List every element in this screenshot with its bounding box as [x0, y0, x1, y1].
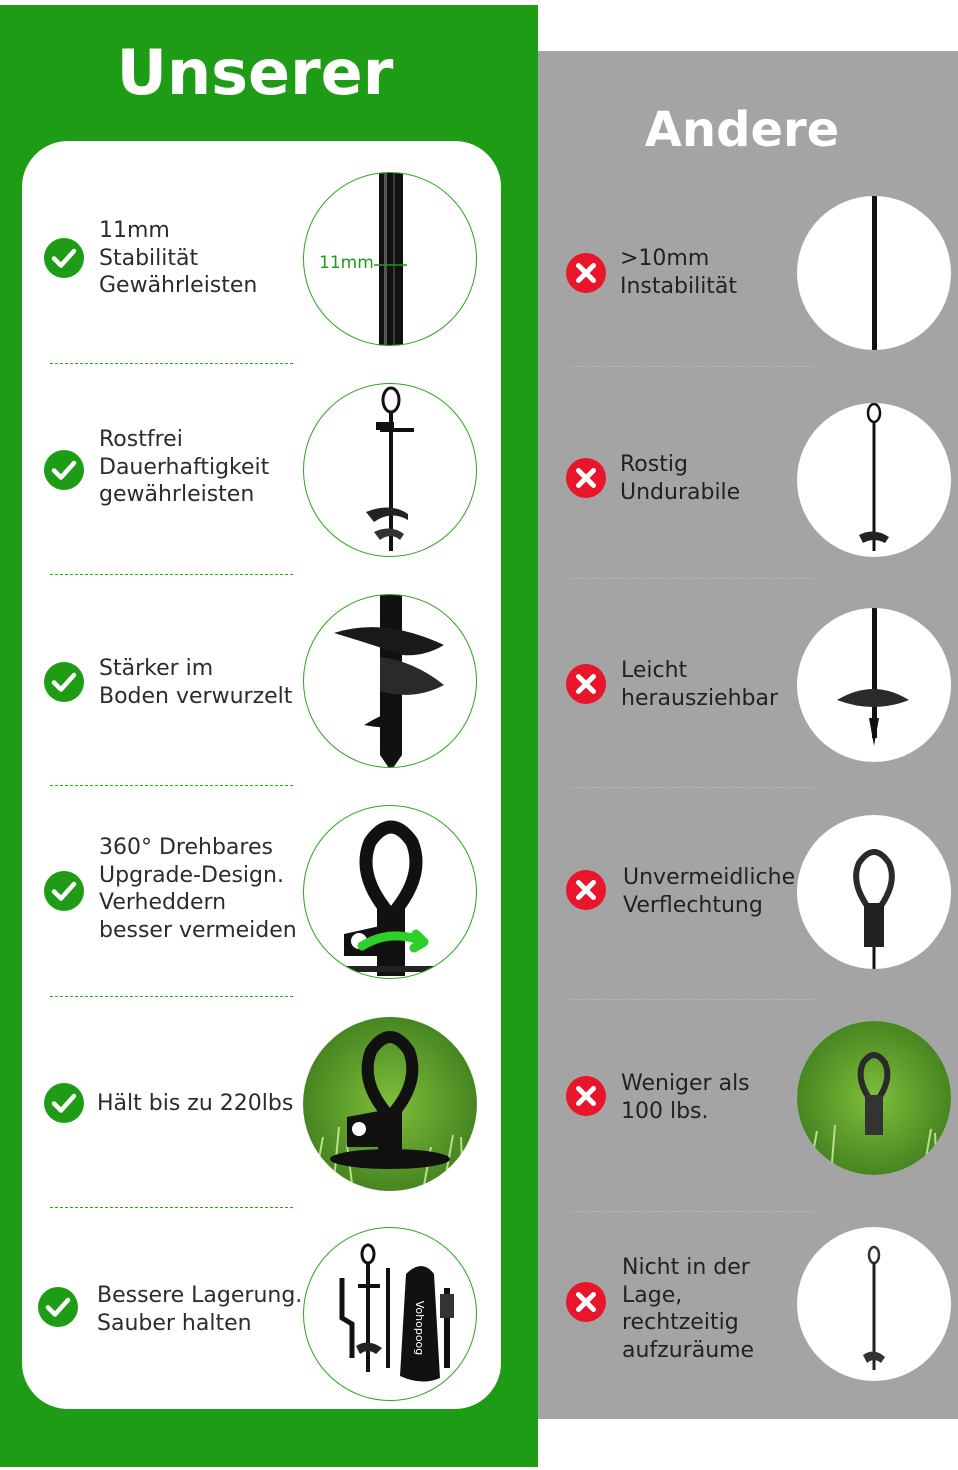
cross-circle-icon: [566, 458, 606, 498]
stake-in-grass-image: [303, 1017, 477, 1191]
fixed-eye-image: [797, 815, 951, 969]
row-divider: [50, 785, 293, 786]
row-divider: [50, 996, 293, 997]
thickness-annotation: 11mm: [319, 253, 374, 273]
swivel-head-image: [303, 805, 477, 979]
thin-stake-image: [797, 196, 951, 350]
drawback-label-pullout: Leicht herausziehbar: [621, 658, 779, 711]
row-divider: [50, 574, 293, 575]
feature-label-rooted: Stärker im Boden verwurzelt: [99, 656, 293, 709]
basic-auger-image: [797, 403, 951, 557]
feature-label-storage: Bessere Lagerung. Sauber halten: [97, 1283, 303, 1336]
row-divider: [572, 999, 814, 1000]
drawback-label-storage: Nicht in der Lage, rechtzeitig aufzuräume: [622, 1255, 755, 1363]
single-helix-image: [797, 608, 951, 762]
storage-bag-kit-image: [303, 1227, 477, 1401]
row-divider: [572, 1211, 814, 1212]
cross-circle-icon: [566, 664, 606, 704]
check-circle-icon: [44, 662, 84, 702]
cross-circle-icon: [566, 1076, 606, 1116]
drawback-label-load: Weniger als 100 lbs.: [621, 1071, 750, 1124]
loose-stake-image: [797, 1227, 951, 1381]
drawback-label-instability: >10mm Instabilität: [620, 246, 738, 299]
auger-closeup-image: [303, 594, 477, 768]
feature-label-swivel: 360° Drehbares Upgrade-Design. Verheddern besser vermeiden: [99, 835, 297, 943]
check-circle-icon: [44, 450, 84, 490]
our-product-title: Unserer: [116, 36, 394, 109]
feature-label-stability: 11mm Stabilität Gewährleisten: [99, 218, 258, 298]
cross-circle-icon: [566, 1282, 606, 1322]
row-divider: [572, 787, 814, 788]
cross-circle-icon: [566, 253, 606, 293]
drawback-label-tangling: Unvermeidliche Verflechtung: [623, 865, 796, 918]
bag-brand-text: Vohopoog: [413, 1300, 426, 1356]
check-circle-icon: [44, 1083, 84, 1123]
row-divider: [50, 1207, 293, 1208]
check-circle-icon: [44, 238, 84, 278]
drawback-label-rusty: Rostig Undurabile: [620, 452, 741, 505]
cross-circle-icon: [566, 870, 606, 910]
auger-stake-image: [303, 383, 477, 557]
eye-in-grass-image: [797, 1021, 951, 1175]
stake-thickness-image: [303, 172, 477, 346]
feature-label-rustfree: Rostfrei Dauerhaftigkeit gewährleisten: [99, 427, 270, 507]
feature-label-load: Hält bis zu 220lbs: [97, 1091, 294, 1116]
row-divider: [572, 366, 814, 367]
check-circle-icon: [38, 1287, 78, 1327]
row-divider: [50, 363, 293, 364]
check-circle-icon: [44, 871, 84, 911]
row-divider: [572, 578, 814, 579]
other-products-title: Andere: [644, 102, 840, 158]
